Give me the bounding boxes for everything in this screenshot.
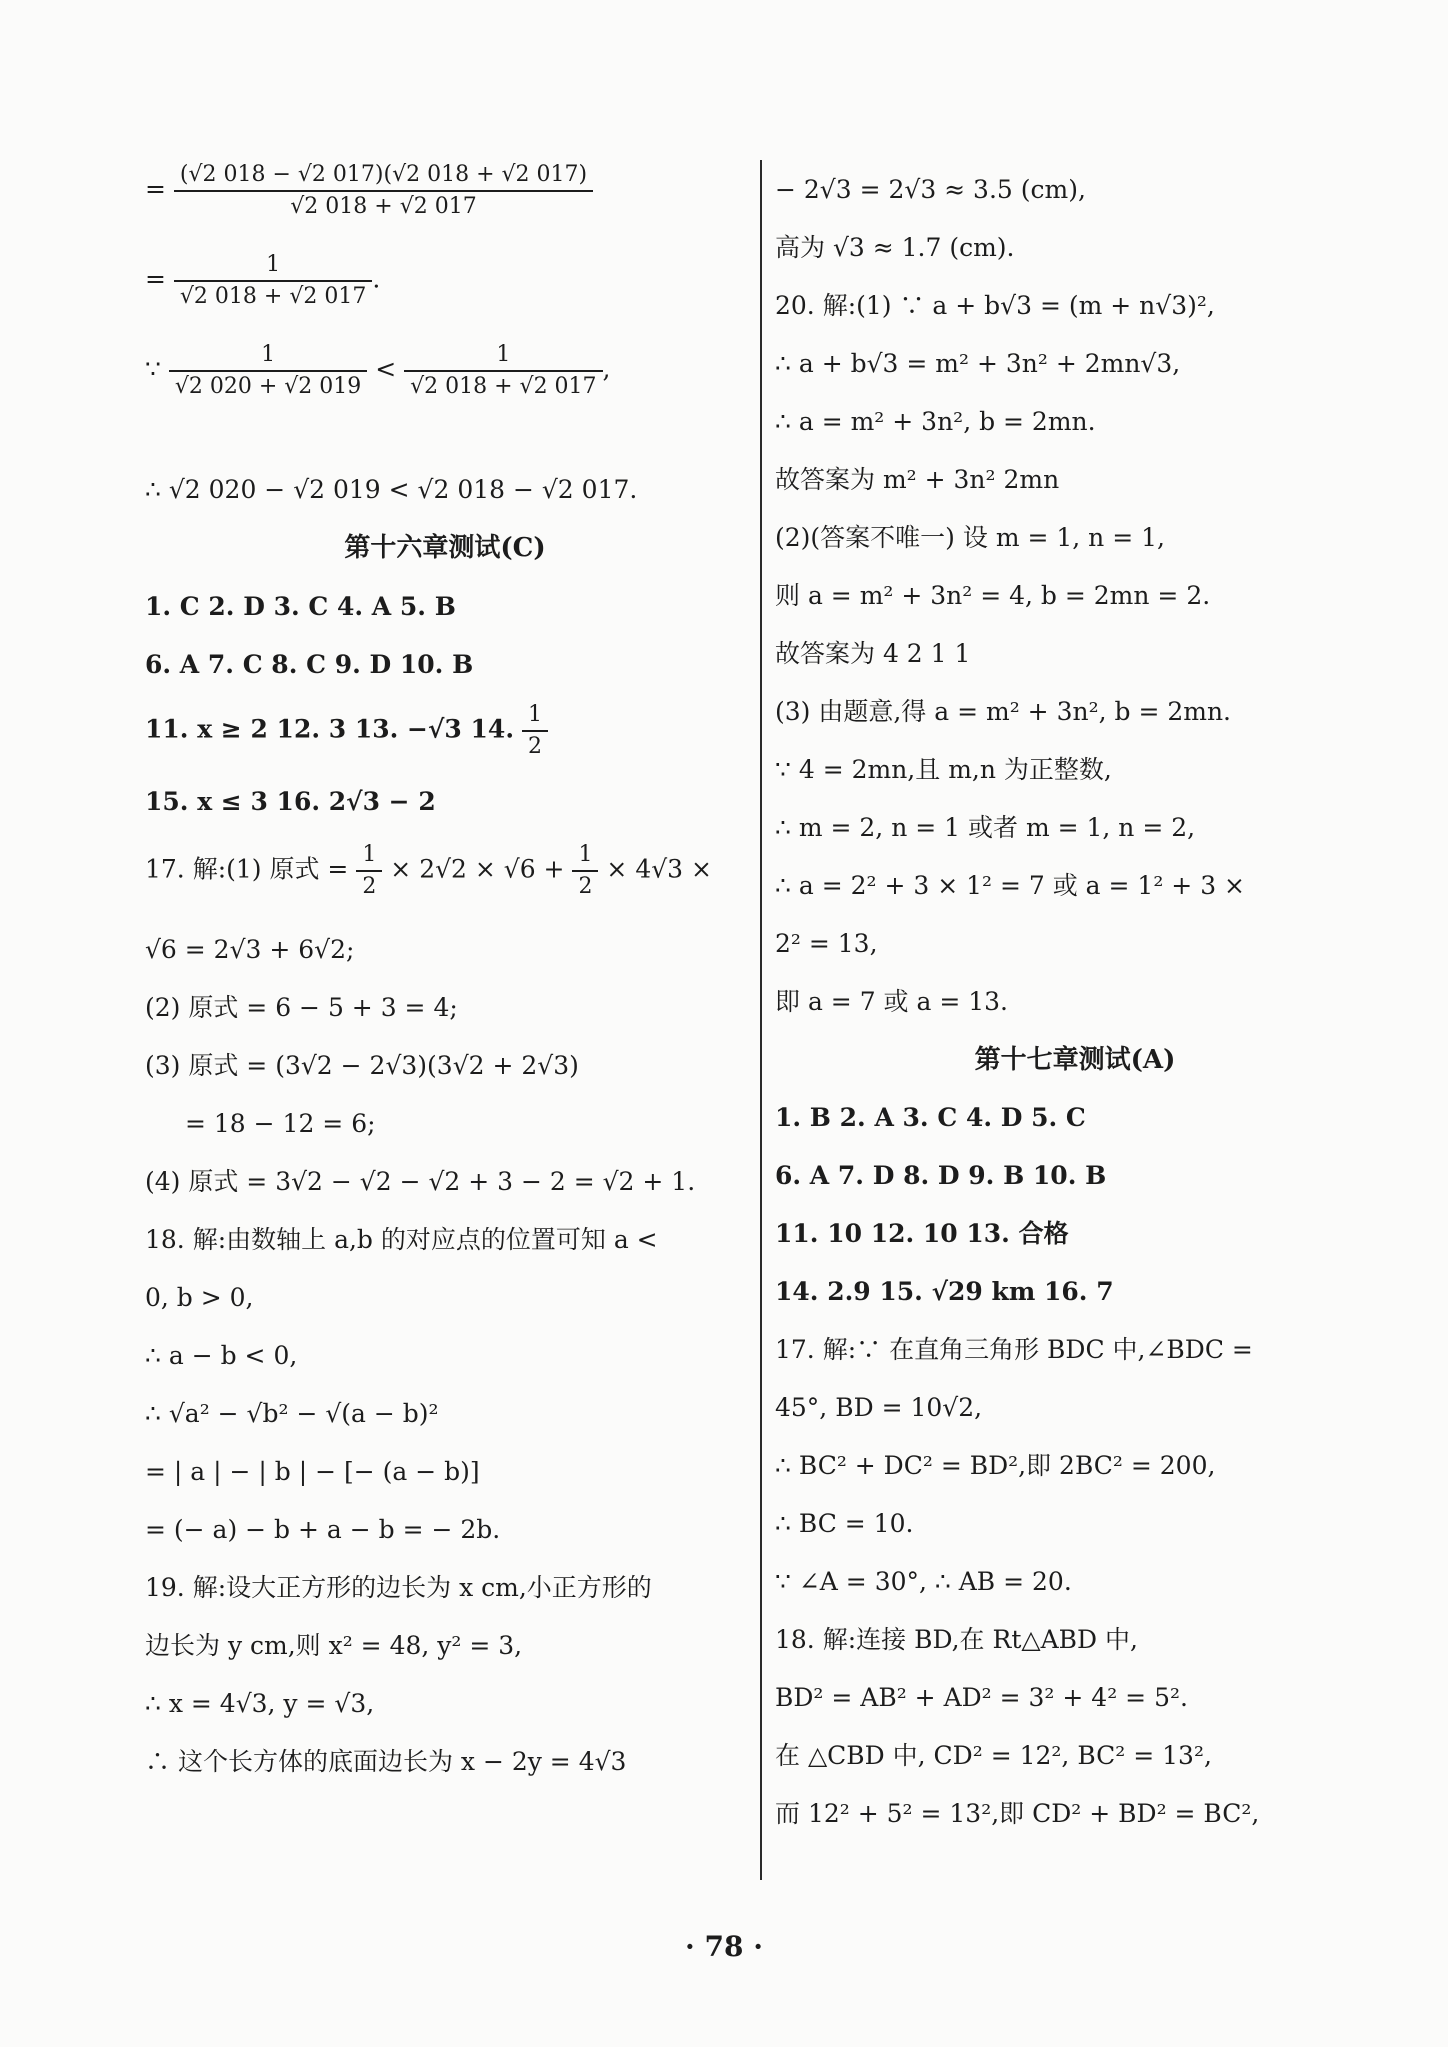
- solution-line: ∴ a = m² + 3n², b = 2mn.: [775, 407, 1096, 436]
- solution-line: (3) 原式 = (3√2 − 2√3)(3√2 + 2√3): [145, 1051, 579, 1080]
- solution-line: 而 12² + 5² = 13²,即 CD² + BD² = BC²,: [775, 1799, 1260, 1828]
- solution-line: 18. 解:由数轴上 a,b 的对应点的位置可知 a <: [145, 1225, 658, 1254]
- solution-line: ∴ m = 2, n = 1 或者 m = 1, n = 2,: [775, 813, 1196, 842]
- fraction: $\frac{1}{√2 018 + √2 017}$: [404, 340, 602, 402]
- conclusion-line: ∴ √2 020 − √2 019 < √2 018 − √2 017.: [145, 475, 638, 504]
- solution-line: BD² = AB² + AD² = 3² + 4² = 5².: [775, 1683, 1188, 1712]
- solution-line: ∵ 4 = 2mn,且 m,n 为正整数,: [775, 755, 1112, 784]
- solution-line: 即 a = 7 或 a = 13.: [775, 987, 1008, 1016]
- section-heading: 第十七章测试(A): [974, 1045, 1176, 1075]
- fraction: $\frac{1}{2}$: [356, 840, 382, 902]
- answer-row: 15. x ≤ 3 16. 2√3 − 2: [145, 787, 436, 816]
- solution-line: 17. 解:∵ 在直角三角形 BDC 中,∠BDC =: [775, 1335, 1253, 1364]
- answer-row: 1. B 2. A 3. C 4. D 5. C: [775, 1103, 1086, 1132]
- fraction: $\frac{1}{2}$: [522, 700, 548, 762]
- solution-line: − 2√3 = 2√3 ≈ 3.5 (cm),: [775, 175, 1086, 204]
- answer-row: 6. A 7. C 8. C 9. D 10. B: [145, 650, 474, 679]
- solution-line: √6 = 2√3 + 6√2;: [145, 935, 355, 964]
- solution-line: ∴ a = 2² + 3 × 1² = 7 或 a = 1² + 3 ×: [775, 871, 1245, 900]
- equation-step-2: = $\frac{1}{√2 018 + √2 017}$ .: [145, 250, 380, 312]
- fraction: $\frac{1}{√2 020 + √2 019}$: [169, 340, 367, 402]
- fraction: $\frac{1}{√2 018 + √2 017}$: [174, 250, 372, 312]
- solution-line: 17. 解:(1) 原式 = $\frac{1}{2}$ × 2√2 × √6 + $\frac{1}{2}$ × 4√3 ×: [145, 840, 712, 902]
- section-heading: 第十六章测试(C): [344, 533, 546, 563]
- answer-row: 1. C 2. D 3. C 4. A 5. B: [145, 592, 456, 621]
- solution-line: ∴ BC = 10.: [775, 1509, 914, 1538]
- fraction: $\frac{(√2 018 - √2 017)(√2 018 + √2 017)}{√2 018 + √2 017}$: [174, 160, 593, 222]
- solution-line: 故答案为 m² + 3n² 2mn: [775, 465, 1060, 494]
- solution-line: (2)(答案不唯一) 设 m = 1, n = 1,: [775, 523, 1165, 552]
- solution-line: ∴ x = 4√3, y = √3,: [145, 1689, 375, 1718]
- solution-line: 19. 解:设大正方形的边长为 x cm,小正方形的: [145, 1573, 652, 1602]
- solution-line: 2² = 13,: [775, 929, 878, 958]
- solution-line: 45°, BD = 10√2,: [775, 1393, 983, 1422]
- solution-line: 20. 解:(1) ∵ a + b√3 = (m + n√3)²,: [775, 291, 1215, 320]
- equation-step-1: = $\frac{(√2 018 - √2 017)(√2 018 + √2 017)}{√2 018 + √2 017}$: [145, 160, 593, 222]
- answer-row: 14. 2.9 15. √29 km 16. 7: [775, 1277, 1114, 1306]
- solution-line: ∴ BC² + DC² = BD²,即 2BC² = 200,: [775, 1451, 1216, 1480]
- solution-line: ∴ 这个长方体的底面边长为 x − 2y = 4√3: [145, 1747, 627, 1776]
- fraction: $\frac{1}{2}$: [572, 840, 598, 902]
- solution-line: (2) 原式 = 6 − 5 + 3 = 4;: [145, 993, 458, 1022]
- answer-row: 11. x ≥ 2 12. 3 13. −√3 14. $\frac{1}{2}$: [145, 700, 548, 762]
- solution-line: ∴ a − b < 0,: [145, 1341, 298, 1370]
- solution-line: 0, b > 0,: [145, 1283, 254, 1312]
- solution-line: 18. 解:连接 BD,在 Rt△ABD 中,: [775, 1625, 1138, 1654]
- solution-line: ∴ a + b√3 = m² + 3n² + 2mn√3,: [775, 349, 1181, 378]
- solution-line: = | a | − | b | − [− (a − b)]: [145, 1457, 480, 1486]
- answer-row: 11. 10 12. 10 13. 合格: [775, 1219, 1069, 1248]
- solution-line: 高为 √3 ≈ 1.7 (cm).: [775, 233, 1015, 262]
- solution-line: = (− a) − b + a − b = − 2b.: [145, 1515, 501, 1544]
- solution-line: ∵ ∠A = 30°, ∴ AB = 20.: [775, 1567, 1072, 1596]
- solution-line: ∴ √a² − √b² − √(a − b)²: [145, 1399, 439, 1428]
- column-divider: [760, 160, 762, 1880]
- solution-line: (3) 由题意,得 a = m² + 3n², b = 2mn.: [775, 697, 1231, 726]
- solution-line: = 18 − 12 = 6;: [185, 1109, 376, 1138]
- page-number: · 78 ·: [685, 1930, 763, 1963]
- solution-line: (4) 原式 = 3√2 − √2 − √2 + 3 − 2 = √2 + 1.: [145, 1167, 696, 1196]
- inequality-line: ∵ $\frac{1}{√2 020 + √2 019}$ < $\frac{1}{√2 018 + √2 017}$ ,: [145, 340, 611, 402]
- answer-row: 6. A 7. D 8. D 9. B 10. B: [775, 1161, 1107, 1190]
- solution-line: 则 a = m² + 3n² = 4, b = 2mn = 2.: [775, 581, 1211, 610]
- solution-line: 故答案为 4 2 1 1: [775, 639, 971, 668]
- solution-line: 边长为 y cm,则 x² = 48, y² = 3,: [145, 1631, 523, 1660]
- solution-line: 在 △CBD 中, CD² = 12², BC² = 13²,: [775, 1741, 1212, 1770]
